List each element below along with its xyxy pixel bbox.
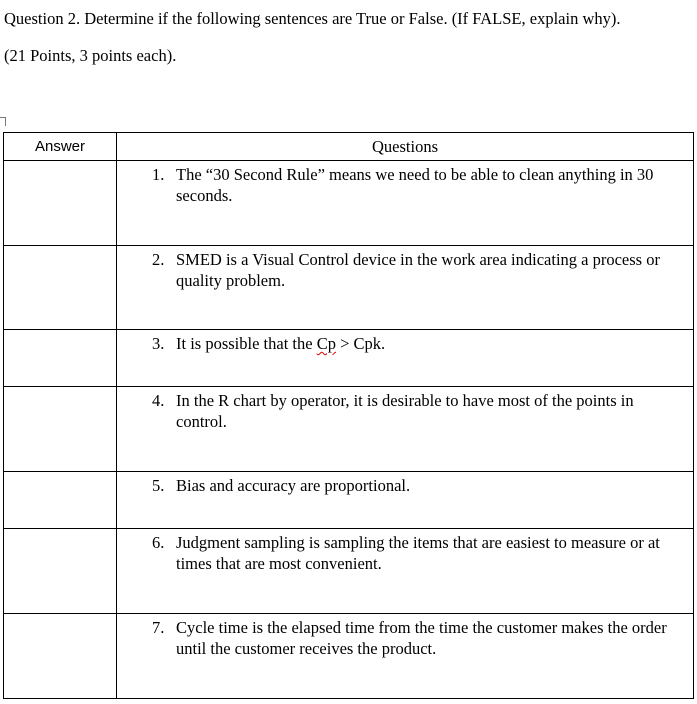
question-number: 3. [152, 334, 165, 353]
question-text: Cycle time is the elapsed time from the time the customer makes the order until the customer receives the product. [176, 618, 667, 658]
question-number: 1. [152, 165, 165, 184]
table-row [4, 161, 694, 246]
table-row [4, 614, 694, 699]
answer-cell[interactable] [4, 161, 117, 246]
question-text-part: > Cpk. [335, 334, 386, 353]
question-text: Judgment sampling is sampling the items that are easiest to measure or at times that are most convenient. [176, 533, 660, 573]
answer-cell[interactable] [4, 472, 117, 529]
question-number: 5. [152, 476, 165, 495]
answer-cell[interactable] [4, 246, 117, 330]
question-cell [117, 330, 694, 387]
table-row [4, 529, 694, 614]
question-text: SMED is a Visual Control device in the work area indicating a process or quality problem. [176, 250, 660, 290]
question-title: Question 2. Determine if the following sentences are True or False. (If FALSE, explain why). [4, 9, 621, 28]
table-row [4, 387, 694, 472]
question-number: 4. [152, 391, 165, 410]
question-text: The “30 Second Rule” means we need to be able to clean anything in 30 seconds. [176, 165, 654, 205]
questions-table [3, 132, 694, 699]
questions-column-header: Questions [117, 133, 694, 161]
table-row [4, 472, 694, 529]
question-number: 6. [152, 533, 165, 552]
answer-cell[interactable] [4, 614, 117, 699]
question-text [176, 333, 683, 354]
table-move-handle[interactable] [0, 117, 6, 126]
answer-cell[interactable] [4, 387, 117, 472]
question-text: Bias and accuracy are proportional. [176, 476, 411, 495]
question-number: 7. [152, 618, 165, 637]
answer-column-header: Answer [4, 133, 117, 161]
question-cell [117, 161, 694, 246]
answer-cell[interactable] [4, 330, 117, 387]
question-cell [117, 472, 694, 529]
answer-cell[interactable] [4, 529, 117, 614]
question-text: In the R chart by operator, it is desirable to have most of the points in control. [176, 391, 634, 431]
table-row [4, 246, 694, 330]
table-header-row [4, 133, 694, 161]
points-note: (21 Points, 3 points each). [4, 46, 177, 65]
question-cell [117, 529, 694, 614]
table-row [4, 330, 694, 387]
question-number: 2. [152, 250, 165, 269]
question-cell [117, 614, 694, 699]
question-cell [117, 387, 694, 472]
question-text-part: It is possible that the [176, 334, 317, 353]
question-cell [117, 246, 694, 330]
spellcheck-flagged-word: Cp [316, 334, 336, 353]
